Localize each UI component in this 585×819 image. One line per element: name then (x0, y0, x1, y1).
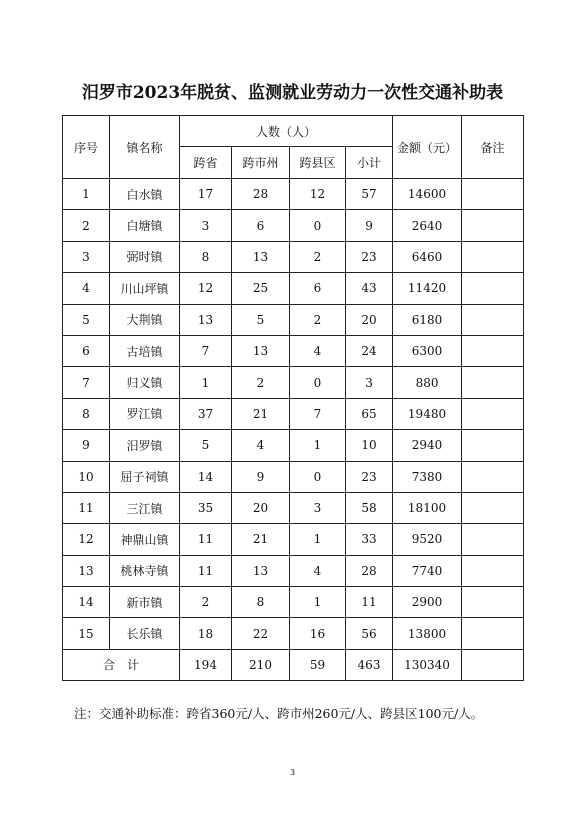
cell-seq: 11 (63, 492, 110, 523)
cell-seq: 1 (63, 179, 110, 210)
page-number: 3 (289, 768, 296, 777)
cell-remarks (462, 430, 524, 461)
header-cross-county: 跨县区 (290, 147, 346, 179)
table-row (63, 304, 524, 335)
cell-seq: 12 (63, 524, 110, 555)
cell-cross-county: 1 (290, 524, 346, 555)
cell-remarks (462, 304, 524, 335)
cell-amount: 6460 (393, 241, 462, 272)
table-row (63, 241, 524, 272)
cell-amount: 6180 (393, 304, 462, 335)
cell-cross-province: 11 (180, 555, 232, 586)
cell-town: 弼时镇 (110, 241, 180, 272)
cell-cross-county: 7 (290, 398, 346, 429)
cell-amount: 2900 (393, 587, 462, 618)
cell-subtotal: 43 (346, 273, 393, 304)
cell-cross-county: 4 (290, 335, 346, 366)
cell-seq: 9 (63, 430, 110, 461)
cell-cross-county: 0 (290, 367, 346, 398)
cell-cross-city: 13 (232, 241, 290, 272)
table-row (63, 367, 524, 398)
cell-cross-city: 6 (232, 210, 290, 241)
cell-town: 屈子祠镇 (110, 461, 180, 492)
cell-remarks (462, 398, 524, 429)
cell-subtotal: 10 (346, 430, 393, 461)
total-remarks (462, 649, 524, 680)
table-row (63, 492, 524, 523)
table-row (63, 461, 524, 492)
cell-cross-county: 1 (290, 430, 346, 461)
cell-subtotal: 20 (346, 304, 393, 335)
cell-cross-county: 1 (290, 587, 346, 618)
cell-town: 汨罗镇 (110, 430, 180, 461)
cell-remarks (462, 492, 524, 523)
table-row (63, 273, 524, 304)
cell-town: 桃林寺镇 (110, 555, 180, 586)
cell-town: 古培镇 (110, 335, 180, 366)
header-seq: 序号 (63, 116, 110, 179)
cell-cross-province: 11 (180, 524, 232, 555)
cell-cross-province: 1 (180, 367, 232, 398)
cell-cross-province: 3 (180, 210, 232, 241)
cell-seq: 5 (63, 304, 110, 335)
subsidy-table (62, 115, 524, 681)
total-province: 194 (180, 649, 232, 680)
cell-amount: 9520 (393, 524, 462, 555)
table-row (63, 179, 524, 210)
cell-cross-city: 22 (232, 618, 290, 649)
cell-amount: 6300 (393, 335, 462, 366)
cell-amount: 14600 (393, 179, 462, 210)
cell-town: 大荆镇 (110, 304, 180, 335)
cell-cross-county: 2 (290, 304, 346, 335)
cell-amount: 11420 (393, 273, 462, 304)
cell-seq: 8 (63, 398, 110, 429)
cell-cross-province: 14 (180, 461, 232, 492)
cell-town: 神鼎山镇 (110, 524, 180, 555)
cell-town: 归义镇 (110, 367, 180, 398)
cell-amount: 2640 (393, 210, 462, 241)
cell-remarks (462, 524, 524, 555)
cell-town: 川山坪镇 (110, 273, 180, 304)
cell-cross-city: 13 (232, 335, 290, 366)
cell-cross-city: 25 (232, 273, 290, 304)
cell-cross-county: 16 (290, 618, 346, 649)
cell-cross-province: 8 (180, 241, 232, 272)
cell-amount: 7740 (393, 555, 462, 586)
cell-subtotal: 33 (346, 524, 393, 555)
table-row (63, 335, 524, 366)
cell-cross-city: 2 (232, 367, 290, 398)
cell-remarks (462, 367, 524, 398)
total-amount: 130340 (393, 649, 462, 680)
cell-cross-county: 2 (290, 241, 346, 272)
cell-cross-province: 35 (180, 492, 232, 523)
header-row-1 (63, 116, 524, 147)
cell-cross-province: 18 (180, 618, 232, 649)
total-label: 合 计 (63, 649, 180, 680)
cell-amount: 13800 (393, 618, 462, 649)
cell-remarks (462, 335, 524, 366)
cell-subtotal: 57 (346, 179, 393, 210)
total-county: 59 (290, 649, 346, 680)
cell-remarks (462, 273, 524, 304)
table-row (63, 398, 524, 429)
cell-subtotal: 65 (346, 398, 393, 429)
header-cross-city: 跨市州 (232, 147, 290, 179)
cell-cross-province: 13 (180, 304, 232, 335)
cell-seq: 4 (63, 273, 110, 304)
document-title: 汨罗市2023年脱贫、监测就业劳动力一次性交通补助表 (81, 83, 504, 103)
header-remarks: 备注 (462, 116, 524, 179)
cell-seq: 2 (63, 210, 110, 241)
cell-cross-province: 5 (180, 430, 232, 461)
cell-subtotal: 23 (346, 461, 393, 492)
cell-cross-city: 13 (232, 555, 290, 586)
cell-remarks (462, 241, 524, 272)
cell-town: 三江镇 (110, 492, 180, 523)
total-city: 210 (232, 649, 290, 680)
cell-seq: 13 (63, 555, 110, 586)
cell-amount: 2940 (393, 430, 462, 461)
header-town: 镇名称 (110, 116, 180, 179)
cell-subtotal: 28 (346, 555, 393, 586)
table-row (63, 587, 524, 618)
cell-subtotal: 11 (346, 587, 393, 618)
table-row (63, 555, 524, 586)
cell-amount: 7380 (393, 461, 462, 492)
cell-cross-city: 5 (232, 304, 290, 335)
cell-remarks (462, 461, 524, 492)
header-cross-province: 跨省 (180, 147, 232, 179)
cell-subtotal: 58 (346, 492, 393, 523)
total-row (63, 649, 524, 680)
cell-remarks (462, 179, 524, 210)
cell-cross-city: 21 (232, 398, 290, 429)
cell-seq: 6 (63, 335, 110, 366)
cell-cross-county: 4 (290, 555, 346, 586)
cell-cross-province: 17 (180, 179, 232, 210)
cell-seq: 7 (63, 367, 110, 398)
cell-subtotal: 3 (346, 367, 393, 398)
cell-cross-city: 28 (232, 179, 290, 210)
cell-seq: 10 (63, 461, 110, 492)
cell-subtotal: 24 (346, 335, 393, 366)
cell-town: 白塘镇 (110, 210, 180, 241)
footnote: 注：交通补助标准：跨省360元/人、跨市州260元/人、跨县区100元/人。 (74, 706, 484, 721)
cell-subtotal: 56 (346, 618, 393, 649)
cell-amount: 880 (393, 367, 462, 398)
cell-subtotal: 23 (346, 241, 393, 272)
cell-cross-county: 3 (290, 492, 346, 523)
cell-cross-province: 12 (180, 273, 232, 304)
header-people: 人数（人） (180, 116, 393, 147)
cell-cross-province: 7 (180, 335, 232, 366)
cell-amount: 18100 (393, 492, 462, 523)
cell-cross-city: 9 (232, 461, 290, 492)
cell-cross-county: 0 (290, 461, 346, 492)
cell-cross-county: 12 (290, 179, 346, 210)
cell-cross-city: 4 (232, 430, 290, 461)
cell-town: 白水镇 (110, 179, 180, 210)
header-subtotal: 小计 (346, 147, 393, 179)
cell-remarks (462, 618, 524, 649)
total-subtotal: 463 (346, 649, 393, 680)
cell-cross-province: 2 (180, 587, 232, 618)
cell-town: 罗江镇 (110, 398, 180, 429)
cell-remarks (462, 210, 524, 241)
cell-seq: 14 (63, 587, 110, 618)
cell-cross-city: 8 (232, 587, 290, 618)
cell-remarks (462, 587, 524, 618)
cell-cross-province: 37 (180, 398, 232, 429)
cell-seq: 3 (63, 241, 110, 272)
table-row (63, 210, 524, 241)
cell-cross-county: 0 (290, 210, 346, 241)
table-row (63, 430, 524, 461)
cell-remarks (462, 555, 524, 586)
cell-cross-city: 21 (232, 524, 290, 555)
cell-town: 长乐镇 (110, 618, 180, 649)
cell-cross-city: 20 (232, 492, 290, 523)
cell-amount: 19480 (393, 398, 462, 429)
table-row (63, 524, 524, 555)
table-row (63, 618, 524, 649)
cell-seq: 15 (63, 618, 110, 649)
cell-cross-county: 6 (290, 273, 346, 304)
header-amount: 金额（元） (393, 116, 462, 179)
cell-town: 新市镇 (110, 587, 180, 618)
cell-subtotal: 9 (346, 210, 393, 241)
